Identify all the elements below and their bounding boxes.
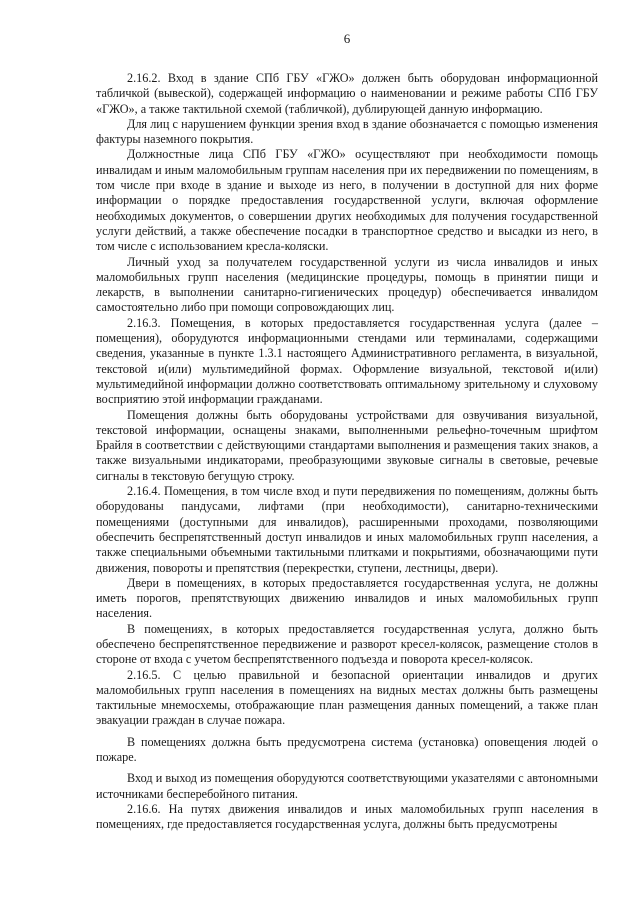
paragraph-2-16-6: 2.16.6. На путях движения инвалидов и иных маломобильных групп населения в помещениях, где предоставляется государственная услуга, должны быть предусмотрены (96, 801, 598, 832)
paragraph-2-16-5: 2.16.5. С целью правильной и безопасной ориентации инвалидов и других маломобильных групп населения в помещениях на видных местах должны быть размещены тактильные мнемосхемы, отображающие план размещения данных помещений, а также план эвакуации граждан в случае пожара. (96, 667, 598, 728)
paragraph-fire-alert: В помещениях должна быть предусмотрена система (установка) оповещения людей о пожаре. (96, 734, 598, 765)
document-body (96, 71, 598, 833)
paragraph-wheelchair-movement: В помещениях, в которых предоставляется государственная услуга, должно быть обеспечено беспрепятственное передвижение и разворот кресел-колясок, размещение столов в стороне от входа с учетом беспрепятственного подъезда и поворота кресел-колясок. (96, 621, 598, 667)
page-number: 6 (343, 31, 351, 46)
paragraph-entrance-exit-signs: Вход и выход из помещения оборудуются соответствующими указателями с автономными источниками бесперебойного питания. (96, 771, 598, 801)
paragraph-personal-care: Личный уход за получателем государственной услуги из числа инвалидов и иных маломобильных групп населения (медицинские процедуры, помощь в принятии пищи и лекарств, в выполнении санитарно-гигиенических процедур) обеспечивается инвалидом самостоятельно либо при помощи сопровождающих лиц. (96, 254, 598, 315)
document-page (96, 0, 598, 905)
paragraph-doors: Двери в помещениях, в которых предоставляется государственная услуга, не должны иметь порогов, препятствующих движению инвалидов и иных маломобильных групп населения. (96, 575, 598, 621)
paragraph-2-16-3: 2.16.3. Помещения, в которых предоставляется государственная услуга (далее – помещения), оборудуются информационными стендами или терминалами, содержащими сведения, указанные в пункте 1.3.1 настоящего Административного регламента, в визуальной, текстовой и(или) мультимедийной формах. Оформление визуальной, текстовой и(или) мультимедийной информации должно соответствовать оптимальному зрительному и слуховому восприятию этой информации гражданами. (96, 315, 598, 407)
paragraph-premises-equipment: Помещения должны быть оборудованы устройствами для озвучивания визуальной, текстовой информации, оснащены знаками, выполненными рельефно-точечным шрифтом Брайля в соответствии с действующими стандартами выполнения и размещения таких знаков, а также визуальными индикаторами, преобразующими звуковые сигналы в световые, речевые сигналы в текстовую бегущую строку. (96, 407, 598, 483)
paragraph-2-16-2: 2.16.2. Вход в здание СПб ГБУ «ГЖО» должен быть оборудован информационной табличкой (вывеской), содержащей информацию о наименовании и режиме работы СПб ГБУ «ГЖО», а также тактильной схемой (табличкой), дублирующей данную информацию. (96, 71, 598, 116)
paragraph-vision-entrance: Для лиц с нарушением функции зрения вход в здание обозначается с помощью изменения фактуры наземного покрытия. (96, 116, 598, 147)
paragraph-officials-assistance: Должностные лица СПб ГБУ «ГЖО» осуществляют при необходимости помощь инвалидам и иным маломобильным группам населения при их передвижении по помещениям, в том числе при входе в здание и выходе из него, в получении в доступной для них форме информации о порядке предоставления государственной услуги, включая оформление необходимых документов, о совершении других необходимых для получения государственной услуги действий, а также обеспечение посадки в транспортное средство и высадки из него, в том числе с использованием кресла-коляски. (96, 147, 598, 254)
paragraph-2-16-4: 2.16.4. Помещения, в том числе вход и пути передвижения по помещениям, должны быть оборудованы пандусами, лифтами (при необходимости), санитарно-техническими помещениями (доступными для инвалидов), расширенными проходами, позволяющими обеспечить беспрепятственный доступ инвалидов и иных маломобильных групп населения, а также специальными объемными тактильными плитками и покрытиями, обозначающими пути движения, повороты и препятствия (перекрестки, ступени, лестницы, двери). (96, 484, 598, 575)
